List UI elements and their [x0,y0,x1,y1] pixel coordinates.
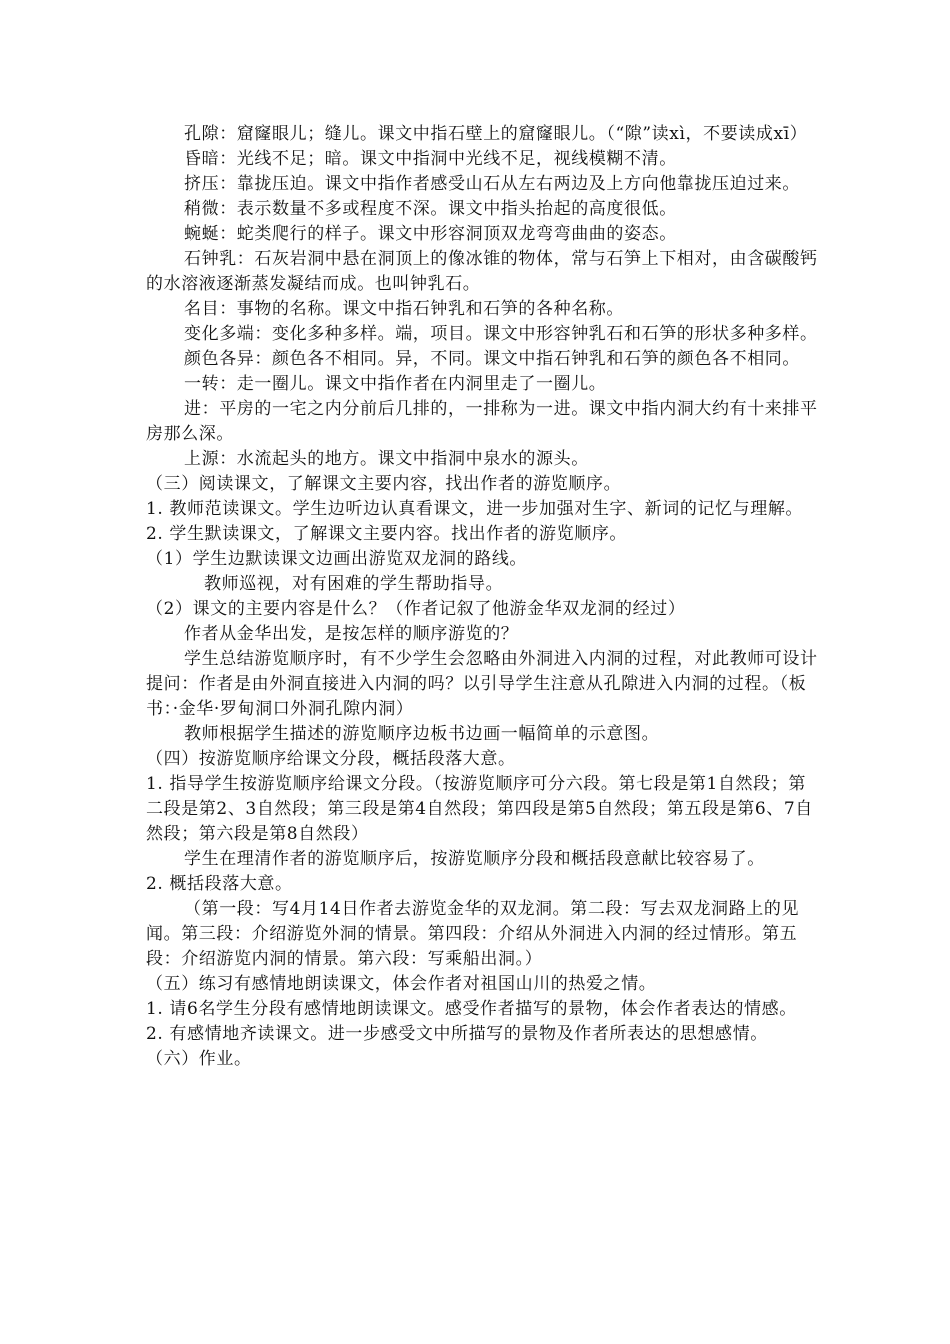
definition-bianhuaduoduan: 变化多端：变化多种多样。端，项目。课文中形容钟乳石和石笋的形状多种多样。 [184,324,818,344]
question-order: 作者从金华出发，是按怎样的顺序游览的？ [184,624,519,644]
step-5-2: 2. 有感情地齐读课文。进一步感受文中所描写的景物及作者所表达的思想感情。 [146,1024,768,1044]
step-3-1: 1. 教师范读课文。学生边听边认真看课文，进一步加强对生字、新词的记忆与理解。 [146,499,804,519]
teacher-note: 教师巡视，对有困难的学生帮助指导。 [204,574,504,594]
definition-shaowei: 稍微：表示数量不多或程度不深。课文中指头抬起的高度很低。 [184,199,677,219]
definition-shangyuan: 上源：水流起头的地方。课文中指洞中泉水的源头。 [184,449,589,469]
definition-jin: 进：平房的一宅之内分前后几排的，一排称为一进。课文中指内洞大约有十来排平房那么深。 [146,399,818,444]
definition-shizhongru: 石钟乳：石灰岩洞中悬在洞顶上的像冰锥的物体，常与石笋上下相对，由含碳酸钙的水溶液逐渐蒸发凝结而成。也叫钟乳石。 [146,249,818,294]
section-heading-3: （三）阅读课文，了解课文主要内容，找出作者的游览顺序。 [146,474,622,494]
substep-2: （2）课文的主要内容是什么？（作者记叙了他游金华双龙洞的经过） [146,599,686,619]
step-4-note: 学生在理清作者的游览顺序后，按游览顺序分段和概括段意献比较容易了。 [184,849,765,869]
step-3-2: 2. 学生默读课文，了解课文主要内容。找出作者的游览顺序。 [146,524,628,544]
definition-yansegeyi: 颜色各异：颜色各不相同。异，不同。课文中指石钟乳和石笋的颜色各不相同。 [184,349,800,369]
definition-hunan: 昏暗：光线不足；暗。课文中指洞中光线不足，视线模糊不清。 [184,149,677,169]
substep-1: （1）学生边默读课文边画出游览双龙洞的路线。 [146,549,528,569]
step-4-1: 1. 指导学生按游览顺序给课文分段。（按游览顺序可分六段。第七段是第1自然段；第二段是第2、3自然段；第三段是第4自然段；第四段是第5自然段；第五段是第6、7自然段；第六段是第8自然段） [146,774,813,844]
definition-mingmu: 名目：事物的名称。课文中指石钟乳和石笋的各种名称。 [184,299,624,319]
paragraph-summaries: （第一段：写4月14日作者去游览金华的双龙洞。第二段：写去双龙洞路上的见闻。第三段：介绍游览外洞的情景。第四段：介绍从外洞进入内洞的经过情形。第五段：介绍游览内洞的情景。第六段：写乘船出洞。） [146,899,800,969]
summary-note: 学生总结游览顺序时，有不少学生会忽略由外洞进入内洞的过程，对此教师可设计提问：作者是由外洞直接进入内洞的吗？以引导学生注意从孔隙进入内洞的过程。（板书：·金华·罗甸洞口外洞孔隙内洞） [146,649,818,719]
step-5-1: 1. 请6名学生分段有感情地朗读课文。感受作者描写的景物，体会作者表达的情感。 [146,999,797,1019]
document-body [146,122,818,1072]
definition-yizhuan: 一转：走一圈儿。课文中指作者在内洞里走了一圈儿。 [184,374,607,394]
definition-wanyan: 蜿蜒：蛇类爬行的样子。课文中形容洞顶双龙弯弯曲曲的姿态。 [184,224,677,244]
diagram-note: 教师根据学生描述的游览顺序边板书边画一幅简单的示意图。 [184,724,660,744]
section-heading-6: （六）作业。 [146,1049,252,1069]
section-heading-5: （五）练习有感情地朗读课文，体会作者对祖国山川的热爱之情。 [146,974,657,994]
section-heading-4: （四）按游览顺序给课文分段，概括段落大意。 [146,749,516,769]
definition-kongxi: 孔隙：窟窿眼儿；缝儿。课文中指石壁上的窟窿眼儿。（“隙”读xì，不要读成xī） [184,124,808,144]
definition-jiya: 挤压：靠拢压迫。课文中指作者感受山石从左右两边及上方向他靠拢压迫过来。 [184,174,800,194]
step-4-2: 2. 概括段落大意。 [146,874,293,894]
